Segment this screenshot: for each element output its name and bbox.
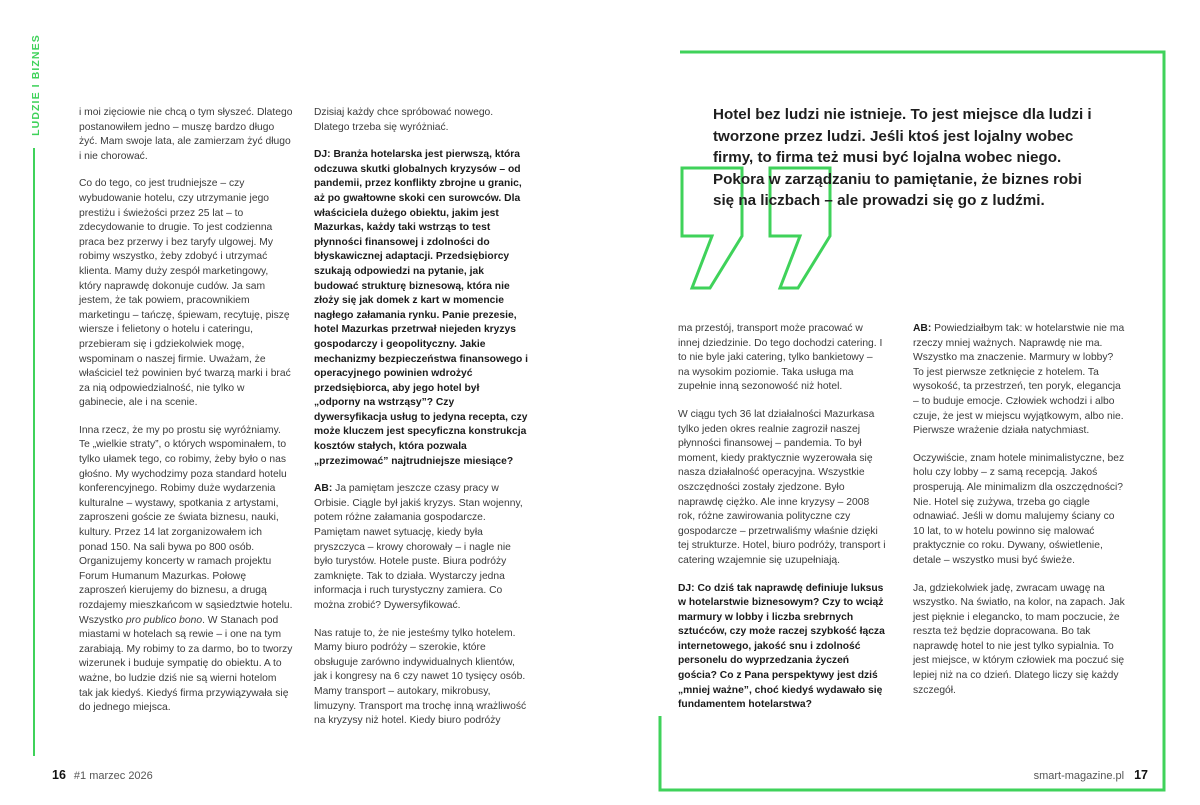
interview-answer-2 — [913, 322, 1126, 439]
question-1-speaker: DJ: — [314, 149, 331, 161]
footer-left — [52, 768, 153, 782]
col1-paragraph-3-part-b: . W Stanach pod miastami w hotelach są rewie – i one na tym zarabiają. My robimy to za darmo, bo to tworzy wizerunek i buduje sympatię do obiektu. A to ważne, bo ludzie dziś nie są wierni hotelom tak jak kiedyś. Kiedyś firma przywiązywała się do jednego miejsca. — [79, 614, 293, 714]
right-page-number: 17 — [1134, 768, 1148, 782]
pull-quote: Hotel bez ludzi nie istnieje. To jest miejsce dla ludzi i tworzone przez ludzi. Jeśli ktoś jest lojalny wobec firmy, to firma też musi być lojalna wobec niego. Pokora w zarządzaniu to pamiętanie, że biznes robi się na liczbach – ale prowadzi się go z ludźmi. — [713, 106, 1092, 210]
interview-answer-1 — [314, 482, 528, 613]
col1-paragraph-3-part-a: Inna rzecz, że my po prostu się wyróżniamy. Te „wielkie straty”, o których wspominałem, to tylko ułamek tego, co robimy, żeby było o nas głośno. My wychodzimy poza standard hotelu konferencyjnego. Robimy duże wydarzenia kulturalne – wystawy, spotkania z artystami, zaproszeni goście ze świata biznesu, nauki, kultury. Przez 14 lat zorganizowałem ich ponad 150. Na sali bywa po 800 osób. Organizujemy koncerty w ramach projektu Forum Humanum Mazurkas. Połowę zaproszeń kierujemy do biznesu, a drugą rozdajemy mieszkańcom w sąsiedztwie hotelu. Wszystko — [79, 424, 293, 626]
answer-1-text: Ja pamiętam jeszcze czasy pracy w Orbisie. Ciągle był jakiś kryzys. Stan wojenny, potem różne załamania gospodarcze. Pamiętam nawet sytuację, kiedy była pryszczyca – krowy chorowały – i nagle nie było turystów. Hotele puste. Biura podróży zamknięte. Tak to działa. Wystarczy jedna informacja i ruch turystyczny zamiera. Co można zrobić? Dywersyfikować. — [314, 483, 523, 611]
article-column-3 — [678, 322, 886, 726]
article-column-4 — [913, 322, 1126, 711]
question-1-text: Branża hotelarska jest pierwszą, która odczuwa skutki globalnych kryzysów – od pandemii, przez konflikty zbrojne u granic, aż po gwałtowne skoki cen surowców. Dla właściciela dużego obiektu, jakim jest Mazurkas, każdy taki wstrząs to test płynności finansowej i zdolności do błyskawicznej adaptacji. Przedsiębiorcy szukają odpowiedzi na pytanie, jak budować strukturę biznesową, która nie złoży się jak domek z kart w momencie nagłego załamania rynku. Panie prezesie, hotel Mazurkas przetrwał niejeden kryzys gospodarczy i geopolityczny. Jakie mechanizmy bezpieczeństwa finansowego i operacyjnego powinien wdrożyć przedsiębiorca, aby jego hotel był „odporny na wstrząsy”? Czy dywersyfikacja usług to jedyna recepta, czy może kluczem jest specyficzna konstrukcja kosztów stałych, która pozwala „przezimować” najtrudniejsze miesiące? — [314, 149, 529, 467]
col1-paragraph-1: i moi zięciowie nie chcą o tym słyszeć. Dlatego postanowiłem jedno – muszę bardzo długo żyć. Mam swoje lata, ale zamierzam żyć długo i nie chorować. — [79, 107, 293, 162]
col4-paragraph-2: Oczywiście, znam hotele minimalistyczne, bez holu czy lobby – z samą recepcją. Jakoś prosperują. Ale minimalizm dla oszczędności? Nie. Hotel się zużywa, trzeba go ciągle odnawiać. Jeśli w domu malujemy ściany co 10 lat, to w hotelu powinno się malować praktycznie co roku. Dywany, oświetlenie, detale – wszystko musi być świeże. — [913, 452, 1125, 566]
answer-2-text: Powiedziałbym tak: w hotelarstwie nie ma rzeczy mniej ważnych. Naprawdę nie ma. Wszystko ma znaczenie. Marmury w lobby? To jest pierwsze zetknięcie z hotelem. Ta wysokość, ta przestrzeń, ten poryk, elegancja – to buduje emocje. Człowiek wchodzi i albo czuje, że jest w miejscu wyjątkowym, albo nie. Pierwsze wrażenie działa natychmiast. — [913, 323, 1125, 437]
section-label-text: LUDZIE I BIZNES — [30, 34, 42, 136]
col4-paragraph-3: Ja, gdziekolwiek jadę, zwracam uwagę na wszystko. Na światło, na kolor, na zapach. Jak jest pięknie i elegancko, to mam poczucie, że reszta też będzie dopracowana. Bo tak naprawdę hotel to nie jest tylko sypialnia. To jest miejsce, w którym człowiek ma poczuć się lepiej niż na co dzień. Dlatego liczy się każdy szczegół. — [913, 582, 1125, 696]
col2-paragraph-2: Nas ratuje to, że nie jesteśmy tylko hotelem. Mamy biuro podróży – szerokie, które obsługuje zarówno indywidualnych klientów, jak i kongresy na 6 czy nawet 10 tysięcy osób. Mamy transport – autokary, mikrobusy, limuzyny. Transport ma trochę inną wrażliwość na kryzysy niż hotel. Kiedy biuro podróży — [314, 627, 527, 727]
article-column-2 — [314, 106, 528, 742]
section-label — [27, 32, 43, 142]
question-2-text: Co dziś tak naprawdę definiuje luksus w hotelarstwie biznesowym? Czy to wciąż marmury w lobby i liczba srebrnych sztućców, czy może raczej szybkość łącza internetowego, jakość snu i zdolność personelu do wyprzedzania życzeń gościa? Co z Pana perspektywy jest dziś „mniej ważne”, choć kiedyś wydawało się fundamentem hotelarstwa? — [678, 582, 885, 711]
issue-label: #1 marzec 2026 — [73, 770, 153, 782]
interview-question-1 — [314, 148, 528, 469]
col3-paragraph-2: W ciągu tych 36 lat działalności Mazurkasa tylko jeden okres realnie zagroził naszej płynności finansowej – pandemia. To był moment, kiedy praktycznie wyzerowała się nasza działalność operacyjna. Wszystkie oszczędności zostały zjedzone. Było naprawdę ciężko. Ale inne kryzysy – 2008 rok, różne zawirowania polityczne czy gospodarcze – przetrwaliśmy właśnie dzięki tej strukturze. Hotel, biuro podróży, transport i catering wzajemnie się uzupełniają. — [678, 408, 886, 566]
article-column-1 — [79, 106, 293, 729]
footer-right — [1034, 768, 1148, 782]
answer-2-speaker: AB: — [913, 323, 932, 334]
question-2-speaker: DJ: — [678, 582, 695, 594]
col1-latin-phrase: pro publico bono — [125, 614, 203, 626]
left-accent-rule — [33, 148, 35, 756]
col1-paragraph-2: Co do tego, co jest trudniejsze – czy wybudowanie hotelu, czy utrzymanie jego prestiżu i świeżości przez 25 lat – to zdecydowanie to drugie. To jest codzienna praca bez przerwy i bez taryfy ulgowej. My robimy wszystko, żeby zdobyć i utrzymać klienta. Mamy duży zespół marketingowy, który naprawdę dokonuje cudów. Ja sam jestem, że tak powiem, pracownikiem marketingu – tańczę, śpiewam, recytuję, piszę wiersze i felietony o hotelu i cateringu, przebieram się i gdziekolwiek mogę, wspominam o naszej firmie. Uważam, że właściciel też powinien być twarzą marki i brać za nią odpowiedzialność, nie tylko w gabinecie, ale i na scenie. — [79, 178, 291, 409]
col1-paragraph-3 — [79, 424, 293, 716]
answer-1-speaker: AB: — [314, 483, 333, 495]
col3-paragraph-1: ma przestój, transport może pracować w innej dziedzinie. Do tego dochodzi catering. I to nie byle jaki catering, tylko bankietowy – na wysokim poziomie. Taka usługa ma zupełnie inną sezonowość niż hotel. — [678, 323, 883, 393]
left-page-number: 16 — [52, 768, 66, 782]
magazine-website: smart-magazine.pl — [1033, 770, 1125, 782]
interview-question-2 — [678, 582, 886, 713]
col2-paragraph-1: Dzisiaj każdy chce spróbować nowego. Dlatego trzeba się wyróżniać. — [314, 107, 494, 133]
